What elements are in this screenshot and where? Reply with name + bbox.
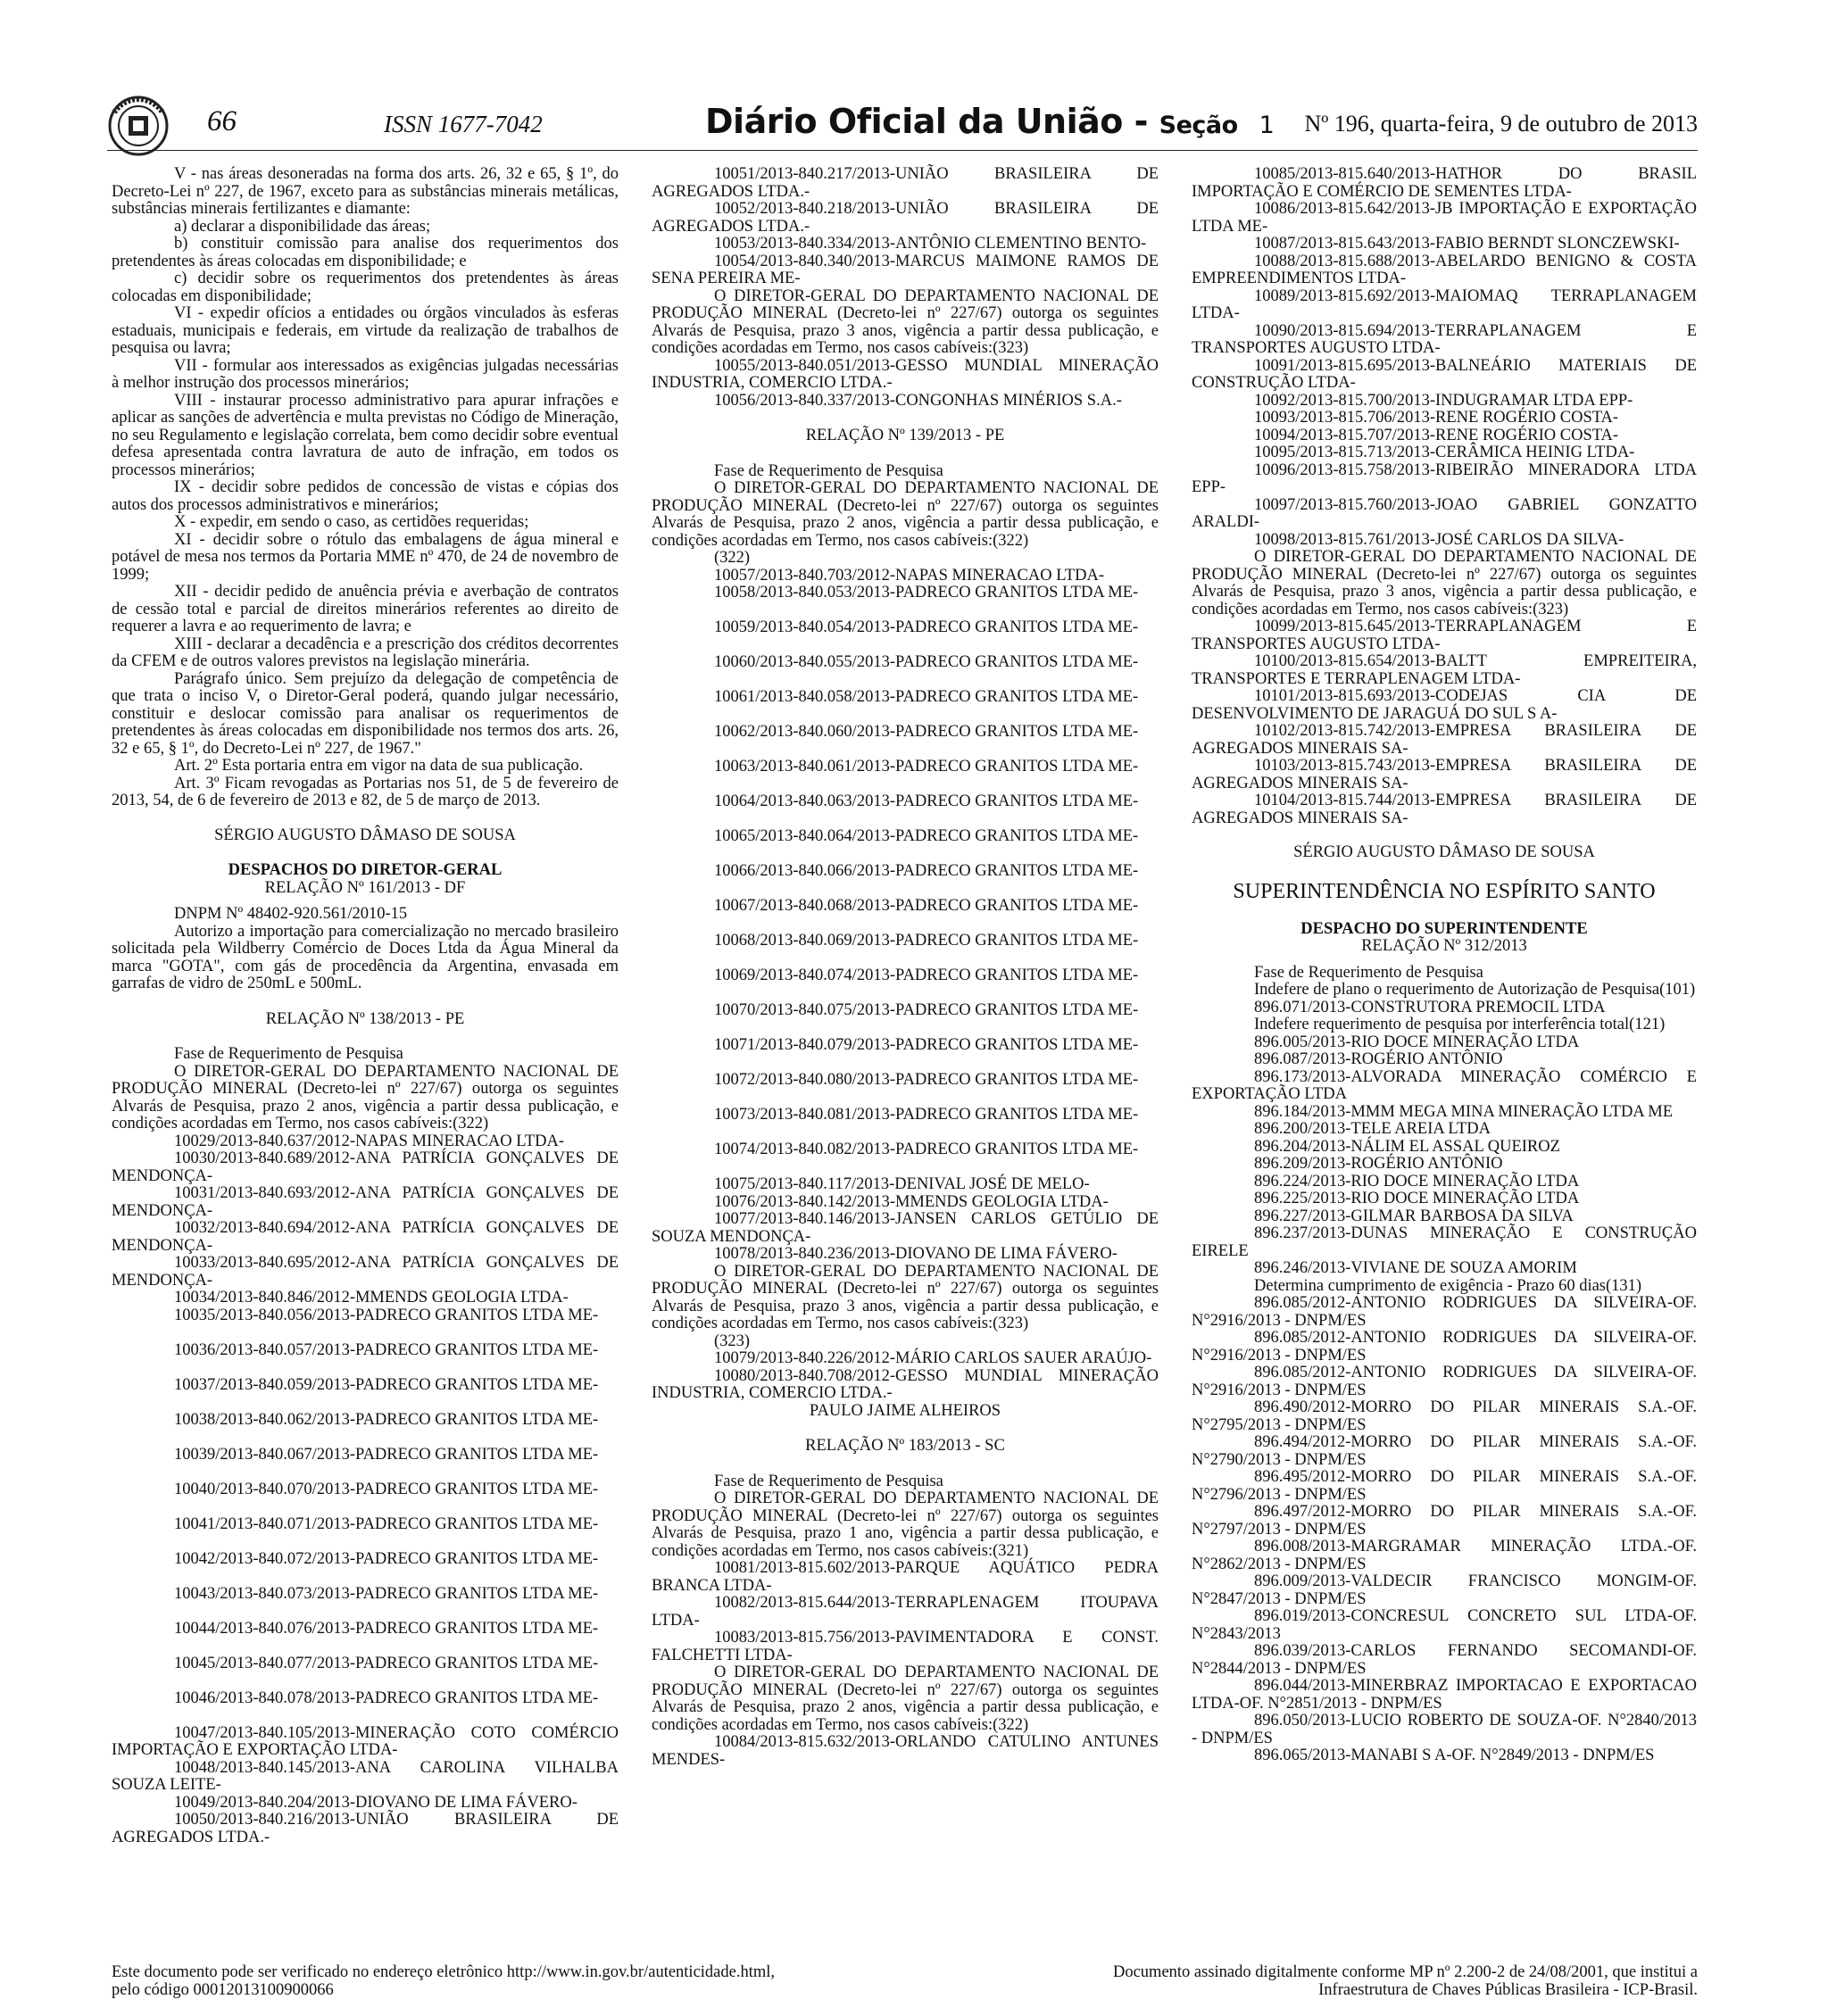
col2-paragraph: 10054/2013-840.340/2013-MARCUS MAIMONE RAMOS DE SENA PEREIRA ME- (652, 252, 1159, 287)
col1-paragraph: 10050/2013-840.216/2013-UNIÃO BRASILEIRA DE AGREGADOS LTDA.- (112, 1811, 619, 1846)
col1-paragraph: 10029/2013-840.637/2012-NAPAS MINERACAO LTDA- (174, 1132, 564, 1150)
col3-paragraph: 896.200/2013-TELE AREIA LTDA (1254, 1120, 1491, 1138)
col3-paragraph: 10098/2013-815.761/2013-JOSÉ CARLOS DA SILVA- (1254, 530, 1624, 549)
col1-paragraph: DESPACHOS DO DIRETOR-GERAL (228, 861, 503, 879)
signature-line-1: Documento assinado digitalmente conforme MP nº 2.200-2 de 24/08/2001, que institui a (1112, 1963, 1698, 1981)
col1-paragraph: 10030/2013-840.689/2012-ANA PATRÍCIA GONÇALVES DE MENDONÇA- (112, 1149, 619, 1185)
col3-paragraph: 10093/2013-815.706/2013-RENE ROGÉRIO COSTA- (1254, 409, 1619, 427)
col3-paragraph: 896.008/2013-MARGRAMAR MINERAÇÃO LTDA.-OF. N°2862/2013 - DNPM/ES (1192, 1538, 1697, 1573)
column-1 (112, 166, 619, 1846)
col2-paragraph: 10051/2013-840.217/2013-UNIÃO BRASILEIRA DE AGREGADOS LTDA.- (652, 165, 1159, 201)
col2-paragraph: 10057/2013-840.703/2012-NAPAS MINERACAO LTDA- (714, 566, 1104, 585)
col2-paragraph: Fase de Requerimento de Pesquisa (714, 1472, 943, 1490)
col3-paragraph: 896.087/2013-ROGÉRIO ANTÔNIO (1254, 1050, 1503, 1068)
col3-paragraph: 896.071/2013-CONSTRUTORA PREMOCIL LTDA (1254, 998, 1606, 1016)
col2-paragraph: 10076/2013-840.142/2013-MMENDS GEOLOGIA LTDA- (714, 1192, 1109, 1211)
col1-paragraph: X - expedir, em sendo o caso, as certidões requeridas; (174, 513, 529, 531)
col1-paragraph: 10043/2013-840.073/2013-PADRECO GRANITOS LTDA ME- (174, 1584, 599, 1603)
col2-paragraph: 10053/2013-840.334/2013-ANTÔNIO CLEMENTINO BENTO- (714, 235, 1147, 253)
col2-paragraph: (323) (714, 1332, 751, 1350)
col3-paragraph: 896.085/2012-ANTONIO RODRIGUES DA SILVEIRA-OF. N°2916/2013 - DNPM/ES (1192, 1364, 1697, 1399)
col1-paragraph: 10041/2013-840.071/2013-PADRECO GRANITOS LTDA ME- (174, 1514, 599, 1533)
col1-paragraph: XIII - declarar a decadência e a prescrição dos créditos decorrentes da CFEM e de outros valores previstos na legislação minerária. (112, 635, 619, 670)
col2-paragraph: 10075/2013-840.117/2013-DENIVAL JOSÉ DE MELO- (714, 1175, 1090, 1193)
col3-paragraph: 10092/2013-815.700/2013-INDUGRAMAR LTDA EPP- (1254, 391, 1633, 410)
col3-paragraph: 896.225/2013-RIO DOCE MINERAÇÃO LTDA (1254, 1190, 1580, 1207)
col1-paragraph: 10036/2013-840.057/2013-PADRECO GRANITOS LTDA ME- (174, 1340, 599, 1359)
col3-paragraph: Indefere requerimento de pesquisa por interferência total(121) (1254, 1016, 1666, 1033)
col1-paragraph: XII - decidir pedido de anuência prévia e averbação de contratos de cessão total e parcial de direitos minerários referentes ao direito de requerer a lavra e ao requerimento de lavra; e (112, 583, 619, 635)
col1-paragraph: Parágrafo único. Sem prejuízo da delegação de competência de que trata o inciso V, o Diretor-Geral poderá, quando julgar necessário, constituir e deslocar comissão para analisar os requerimentos de pretendentes às áreas colocadas em disponibilidade nos termos dos arts. 26, 32 e 65, § 1º, do Decreto-Lei nº 227, de 1967." (112, 669, 619, 758)
col2-paragraph: 10064/2013-840.063/2013-PADRECO GRANITOS LTDA ME- (714, 792, 1139, 810)
col2-paragraph: 10061/2013-840.058/2013-PADRECO GRANITOS LTDA ME- (714, 688, 1139, 706)
col3-paragraph: 896.173/2013-ALVORADA MINERAÇÃO COMÉRCIO E EXPORTAÇÃO LTDA (1192, 1067, 1697, 1103)
col2-paragraph: RELAÇÃO Nº 139/2013 - PE (805, 427, 1005, 444)
col3-paragraph: 10085/2013-815.640/2013-HATHOR DO BRASIL IMPORTAÇÃO E COMÉRCIO DE SEMENTES LTDA- (1192, 165, 1697, 201)
col2-paragraph: 10070/2013-840.075/2013-PADRECO GRANITOS LTDA ME- (714, 1001, 1139, 1019)
col3-paragraph: 896.209/2013-ROGÉRIO ANTÔNIO (1254, 1155, 1503, 1173)
col2-paragraph: 10060/2013-840.055/2013-PADRECO GRANITOS LTDA ME- (714, 653, 1139, 671)
col3-paragraph: 896.009/2013-VALDECIR FRANCISCO MONGIM-OF. N°2847/2013 - DNPM/ES (1192, 1572, 1697, 1608)
col3-paragraph: Fase de Requerimento de Pesquisa (1254, 963, 1483, 982)
col3-paragraph: 896.494/2012-MORRO DO PILAR MINERAIS S.A.-OF. N°2790/2013 - DNPM/ES (1192, 1433, 1697, 1469)
col2-paragraph: 10069/2013-840.074/2013-PADRECO GRANITOS LTDA ME- (714, 967, 1139, 984)
col2-paragraph: O DIRETOR-GERAL DO DEPARTAMENTO NACIONAL DE PRODUÇÃO MINERAL (Decreto-lei nº 227/67) outorga os seguintes Alvarás de Pesquisa, prazo 3 anos, vigência a partir dessa publicação, e condições acordadas em Termo, nos casos cabíveis:(323) (652, 1262, 1159, 1332)
page-number: 66 (207, 105, 237, 137)
col3-paragraph: 896.085/2012-ANTONIO RODRIGUES DA SILVEIRA-OF. N°2916/2013 - DNPM/ES (1192, 1294, 1697, 1330)
col1-paragraph: 10044/2013-840.076/2013-PADRECO GRANITOS LTDA ME- (174, 1619, 599, 1638)
col1-paragraph: VII - formular aos interessados as exigências julgadas necessárias à melhor instrução dos processos minerários; (112, 356, 619, 392)
col1-paragraph: 10040/2013-840.070/2013-PADRECO GRANITOS LTDA ME- (174, 1480, 599, 1498)
verification-code-line: pelo código 00012013100900066 (112, 1981, 334, 1999)
col1-paragraph: 10035/2013-840.056/2013-PADRECO GRANITOS LTDA ME- (174, 1306, 599, 1324)
col1-paragraph: IX - decidir sobre pedidos de concessão de vistas e cópias dos autos dos processos administrativos e minerários; (112, 478, 619, 514)
col1-paragraph: SÉRGIO AUGUSTO DÂMASO DE SOUSA (214, 825, 516, 844)
column-3 (1192, 166, 1697, 1765)
publication-name: Diário Oficial da União - (705, 102, 1148, 141)
col1-paragraph: Autorizo a importação para comercialização no mercado brasileiro solicitada pela Wildberry Comércio de Doces Ltda da Água Mineral da marca "GOTA", com gás de procedência da Argentina, envasada em garrafas de vidro de 250mL e 500mL. (112, 922, 619, 992)
col1-paragraph: a) declarar a disponibilidade das áreas; (174, 217, 431, 236)
col3-paragraph: 896.246/2013-VIVIANE DE SOUZA AMORIM (1254, 1259, 1577, 1277)
col3-paragraph: 896.044/2013-MINERBRAZ IMPORTACAO E EXPORTACAO LTDA-OF. N°2851/2013 - DNPM/ES (1192, 1677, 1697, 1713)
col3-paragraph: 10102/2013-815.742/2013-EMPRESA BRASILEIRA DE AGREGADOS MINERAIS SA- (1192, 722, 1697, 758)
col3-paragraph: 896.019/2013-CONCRESUL CONCRETO SUL LTDA-OF. N°2843/2013 (1192, 1607, 1697, 1643)
col3-paragraph: 896.039/2013-CARLOS FERNANDO SECOMANDI-OF. N°2844/2013 - DNPM/ES (1192, 1642, 1697, 1678)
col2-paragraph: Fase de Requerimento de Pesquisa (714, 461, 943, 480)
col3-paragraph: 10089/2013-815.692/2013-MAIOMAQ TERRAPLANAGEM LTDA- (1192, 286, 1697, 322)
col2-paragraph: 10056/2013-840.337/2013-CONGONHAS MINÉRIOS S.A.- (714, 391, 1122, 410)
col1-paragraph: 10045/2013-840.077/2013-PADRECO GRANITOS LTDA ME- (174, 1654, 599, 1672)
col2-paragraph: 10081/2013-815.602/2013-PARQUE AQUÁTICO PEDRA BRANCA LTDA- (652, 1559, 1159, 1595)
col1-paragraph: 10038/2013-840.062/2013-PADRECO GRANITOS LTDA ME- (174, 1410, 599, 1429)
issn: ISSN 1677-7042 (384, 111, 543, 137)
col1-paragraph: 10042/2013-840.072/2013-PADRECO GRANITOS LTDA ME- (174, 1549, 599, 1568)
col3-paragraph: 896.050/2013-LUCIO ROBERTO DE SOUZA-OF. N°2840/2013 - DNPM/ES (1192, 1712, 1697, 1747)
col3-paragraph: 896.224/2013-RIO DOCE MINERAÇÃO LTDA (1254, 1172, 1580, 1191)
col3-paragraph: RELAÇÃO Nº 312/2013 (1361, 937, 1527, 955)
col2-paragraph: RELAÇÃO Nº 183/2013 - SC (805, 1437, 1005, 1455)
col1-paragraph: 10039/2013-840.067/2013-PADRECO GRANITOS LTDA ME- (174, 1445, 599, 1464)
col1-paragraph: 10047/2013-840.105/2013-MINERAÇÃO COTO COMÉRCIO IMPORTAÇÃO E EXPORTAÇÃO LTDA- (112, 1723, 619, 1759)
col2-paragraph: 10062/2013-840.060/2013-PADRECO GRANITOS LTDA ME- (714, 723, 1139, 741)
col1-paragraph: V - nas áreas desoneradas na forma dos arts. 26, 32 e 65, § 1º, do Decreto-Lei nº 227, de 1967, exceto para as substâncias minerais metálicas, substâncias minerais fertilizantes e diamante: (112, 165, 619, 218)
col1-paragraph: 10033/2013-840.695/2012-ANA PATRÍCIA GONÇALVES DE MENDONÇA- (112, 1254, 619, 1290)
col1-paragraph: RELAÇÃO Nº 138/2013 - PE (265, 1009, 465, 1028)
col2-paragraph: 10078/2013-840.236/2013-DIOVANO DE LIMA FÁVERO- (714, 1245, 1118, 1263)
col3-paragraph: DESPACHO DO SUPERINTENDENTE (1300, 919, 1588, 938)
col2-paragraph: 10072/2013-840.080/2013-PADRECO GRANITOS LTDA ME- (714, 1071, 1139, 1089)
col2-paragraph: 10066/2013-840.066/2013-PADRECO GRANITOS LTDA ME- (714, 862, 1139, 880)
section-label: Seção (1159, 112, 1238, 139)
col1-paragraph: RELAÇÃO Nº 161/2013 - DF (264, 878, 466, 897)
col3-paragraph: 896.204/2013-NÁLIM EL ASSAL QUEIROZ (1254, 1137, 1560, 1156)
col3-paragraph: 10095/2013-815.713/2013-CERÂMICA HEINIG LTDA- (1254, 444, 1635, 461)
col3-paragraph: 896.495/2012-MORRO DO PILAR MINERAIS S.A.-OF. N°2796/2013 - DNPM/ES (1192, 1468, 1697, 1504)
col3-paragraph: 10090/2013-815.694/2013-TERRAPLANAGEM E TRANSPORTES AUGUSTO LTDA- (1192, 321, 1697, 357)
col2-paragraph: O DIRETOR-GERAL DO DEPARTAMENTO NACIONAL DE PRODUÇÃO MINERAL (Decreto-lei nº 227/67) outorga os seguintes Alvarás de Pesquisa, prazo 2 anos, vigência a partir dessa publicação, e condições acordadas em Termo, nos casos cabíveis:(322) (652, 479, 1159, 550)
col3-paragraph: 10103/2013-815.743/2013-EMPRESA BRASILEIRA DE AGREGADOS MINERAIS SA- (1192, 757, 1697, 792)
col2-paragraph: 10071/2013-840.079/2013-PADRECO GRANITOS LTDA ME- (714, 1036, 1139, 1054)
col3-paragraph: 896.065/2013-MANABI S A-OF. N°2849/2013 - DNPM/ES (1254, 1746, 1655, 1764)
col3-paragraph: 896.005/2013-RIO DOCE MINERAÇÃO LTDA (1254, 1033, 1580, 1051)
col3-paragraph: 896.497/2012-MORRO DO PILAR MINERAIS S.A.-OF. N°2797/2013 - DNPM/ES (1192, 1503, 1697, 1539)
col3-paragraph: Indefere de plano o requerimento de Autorização de Pesquisa(101) (1254, 981, 1696, 999)
publication-title (705, 102, 1274, 141)
col3-paragraph: 10099/2013-815.645/2013-TERRAPLANAGEM E TRANSPORTES AUGUSTO LTDA- (1192, 618, 1697, 653)
col1-paragraph: VI - expedir ofícios a entidades ou órgãos vinculados às esferas estaduais, municipais e federais, em virtude da realização de trabalhos de pesquisa ou lavra; (112, 304, 619, 357)
col1-paragraph: XI - decidir sobre o rótulo das embalagens de água mineral e potável de mesa nos termos da Portaria MME nº 470, de 24 de novembro de 1999; (112, 530, 619, 584)
col3-paragraph: O DIRETOR-GERAL DO DEPARTAMENTO NACIONAL DE PRODUÇÃO MINERAL (Decreto-lei nº 227/67) outorga os seguintes Alvarás de Pesquisa, prazo 3 anos, vigência a partir dessa publicação, e condições acordadas em Termo, nos casos cabíveis:(323) (1192, 548, 1697, 618)
section-number: 1 (1259, 112, 1275, 139)
col3-paragraph: 10094/2013-815.707/2013-RENE ROGÉRIO COSTA- (1254, 426, 1619, 444)
col2-paragraph: 10063/2013-840.061/2013-PADRECO GRANITOS LTDA ME- (714, 758, 1139, 776)
col1-paragraph: Fase de Requerimento de Pesquisa (174, 1045, 403, 1063)
col2-paragraph: (322) (714, 549, 751, 567)
col3-paragraph: Determina cumprimento de exigência - Prazo 60 dias(131) (1254, 1276, 1642, 1295)
col1-paragraph: 10048/2013-840.145/2013-ANA CAROLINA VILHALBA SOUZA LEITE- (112, 1758, 619, 1794)
col2-paragraph: 10052/2013-840.218/2013-UNIÃO BRASILEIRA DE AGREGADOS LTDA.- (652, 200, 1159, 236)
verification-note (112, 1963, 775, 1999)
col1-paragraph: b) constituir comissão para analise dos requerimentos dos pretendentes às áreas colocadas em disponibilidade; e (112, 235, 619, 270)
col3-paragraph: 10096/2013-815.758/2013-RIBEIRÃO MINERADORA LTDA EPP- (1192, 460, 1697, 496)
signature-line-2: Infraestrutura de Chaves Públicas Brasileira - ICP-Brasil. (1318, 1981, 1698, 1999)
col3-paragraph: 10086/2013-815.642/2013-JB IMPORTAÇÃO E EXPORTAÇÃO LTDA ME- (1192, 200, 1697, 236)
col3-paragraph: SUPERINTENDÊNCIA NO ESPÍRITO SANTO (1233, 879, 1656, 903)
col2-paragraph: 10055/2013-840.051/2013-GESSO MUNDIAL MINERAÇÃO INDUSTRIA, COMERCIO LTDA.- (652, 356, 1159, 392)
col1-paragraph: 10037/2013-840.059/2013-PADRECO GRANITOS LTDA ME- (174, 1375, 599, 1394)
col1-paragraph: 10032/2013-840.694/2012-ANA PATRÍCIA GONÇALVES DE MENDONÇA- (112, 1219, 619, 1255)
col2-paragraph: O DIRETOR-GERAL DO DEPARTAMENTO NACIONAL DE PRODUÇÃO MINERAL (Decreto-lei nº 227/67) outorga os seguintes Alvarás de Pesquisa, prazo 1 ano, vigência a partir dessa publicação, e condições acordadas em Termo, nos casos cabíveis:(321) (652, 1489, 1159, 1560)
col2-paragraph: 10065/2013-840.064/2013-PADRECO GRANITOS LTDA ME- (714, 827, 1139, 845)
col3-paragraph: 10101/2013-815.693/2013-CODEJAS CIA DE DESENVOLVIMENTO DE JARAGUÁ DO SUL S A- (1192, 687, 1697, 723)
col1-paragraph: 10049/2013-840.204/2013-DIOVANO DE LIMA FÁVERO- (174, 1793, 577, 1812)
col1-paragraph: VIII - instaurar processo administrativo para apurar infrações e aplicar as sanções de advertência e multa previstas no Código de Mineração, no seu Regulamento e legislação correlata, bem como decidir sobre eventual defesa apresentada contra lavratura de auto de infração, em todos os processos minerários; (112, 391, 619, 479)
col3-paragraph: 896.237/2013-DUNAS MINERAÇÃO E CONSTRUÇÃO EIRELE (1192, 1224, 1697, 1260)
col2-paragraph: 10073/2013-840.081/2013-PADRECO GRANITOS LTDA ME- (714, 1106, 1139, 1124)
col2-paragraph: 10080/2013-840.708/2012-GESSO MUNDIAL MINERAÇÃO INDUSTRIA, COMERCIO LTDA.- (652, 1366, 1159, 1402)
header-rule (107, 150, 1698, 151)
col1-paragraph: O DIRETOR-GERAL DO DEPARTAMENTO NACIONAL DE PRODUÇÃO MINERAL (Decreto-lei nº 227/67) outorga os seguintes Alvarás de Pesquisa, prazo 2 anos, vigência a partir dessa publicação, e condições acordadas em Termo, nos casos cabíveis:(322) (112, 1062, 619, 1132)
col3-paragraph: 10088/2013-815.688/2013-ABELARDO BENIGNO & COSTA EMPREENDIMENTOS LTDA- (1192, 252, 1697, 287)
col3-paragraph: 896.490/2012-MORRO DO PILAR MINERAIS S.A.-OF. N°2795/2013 - DNPM/ES (1192, 1398, 1697, 1434)
col2-paragraph: 10083/2013-815.756/2013-PAVIMENTADORA E CONST. FALCHETTI LTDA- (652, 1629, 1159, 1664)
col2-paragraph: 10059/2013-840.054/2013-PADRECO GRANITOS LTDA ME- (714, 618, 1139, 636)
page-header (107, 102, 1698, 159)
issue-info: Nº 196, quarta-feira, 9 de outubro de 2013 (1304, 111, 1698, 137)
col3-paragraph: 10100/2013-815.654/2013-BALTT EMPREITEIRA, TRANSPORTES E TERRAPLENAGEM LTDA- (1192, 652, 1697, 688)
col2-paragraph: PAULO JAIME ALHEIROS (809, 1401, 1001, 1420)
col2-paragraph: 10079/2013-840.226/2012-MÁRIO CARLOS SAUER ARAÚJO- (714, 1349, 1152, 1367)
col1-paragraph: DNPM Nº 48402-920.561/2010-15 (174, 905, 408, 923)
imprensa-nacional-seal-icon (107, 95, 170, 157)
col3-paragraph: 10104/2013-815.744/2013-EMPRESA BRASILEIRA DE AGREGADOS MINERAIS SA- (1192, 792, 1697, 827)
col2-paragraph: 10082/2013-815.644/2013-TERRAPLENAGEM ITOUPAVA LTDA- (652, 1594, 1159, 1630)
col2-paragraph: O DIRETOR-GERAL DO DEPARTAMENTO NACIONAL DE PRODUÇÃO MINERAL (Decreto-lei nº 227/67) outorga os seguintes Alvarás de Pesquisa, prazo 2 anos, vigência a partir dessa publicação, e condições acordadas em Termo, nos casos cabíveis:(322) (652, 1663, 1159, 1734)
col1-paragraph: Art. 2º Esta portaria entra em vigor na data de sua publicação. (174, 757, 584, 775)
col1-paragraph: 10046/2013-840.078/2013-PADRECO GRANITOS LTDA ME- (174, 1688, 599, 1707)
col3-paragraph: 10091/2013-815.695/2013-BALNEÁRIO MATERIAIS DE CONSTRUÇÃO LTDA- (1192, 356, 1697, 392)
col1-paragraph: Art. 3º Ficam revogadas as Portarias nos 51, de 5 de fevereiro de 2013, 54, de 6 de fevereiro de 2013 e 82, de 5 de março de 2013. (112, 774, 619, 809)
col2-paragraph: 10074/2013-840.082/2013-PADRECO GRANITOS LTDA ME- (714, 1141, 1139, 1158)
col3-paragraph: 896.227/2013-GILMAR BARBOSA DA SILVA (1254, 1207, 1574, 1225)
col3-paragraph: 10097/2013-815.760/2013-JOAO GABRIEL GONZATTO ARALDI- (1192, 495, 1697, 531)
col3-paragraph: SÉRGIO AUGUSTO DÂMASO DE SOUSA (1293, 843, 1595, 861)
col2-paragraph: 10068/2013-840.069/2013-PADRECO GRANITOS LTDA ME- (714, 932, 1139, 950)
col3-paragraph: 10087/2013-815.643/2013-FABIO BERNDT SLONCZEWSKI- (1254, 235, 1680, 253)
col3-paragraph: 896.085/2012-ANTONIO RODRIGUES DA SILVEIRA-OF. N°2916/2013 - DNPM/ES (1192, 1329, 1697, 1365)
col2-paragraph: 10084/2013-815.632/2013-ORLANDO CATULINO ANTUNES MENDES- (652, 1733, 1159, 1769)
col2-paragraph: 10067/2013-840.068/2013-PADRECO GRANITOS LTDA ME- (714, 897, 1139, 915)
col1-paragraph: c) decidir sobre os requerimentos dos pretendentes às áreas colocadas em disponibilidade; (112, 270, 619, 305)
col2-paragraph: 10077/2013-840.146/2013-JANSEN CARLOS GETÚLIO DE SOUZA MENDONÇA- (652, 1210, 1159, 1246)
col2-paragraph: O DIRETOR-GERAL DO DEPARTAMENTO NACIONAL DE PRODUÇÃO MINERAL (Decreto-lei nº 227/67) outorga os seguintes Alvarás de Pesquisa, prazo 3 anos, vigência a partir dessa publicação, e condições acordadas em Termo, nos casos cabíveis:(323) (652, 286, 1159, 357)
col3-paragraph: 896.184/2013-MMM MEGA MINA MINERAÇÃO LTDA ME (1254, 1102, 1674, 1121)
col2-paragraph: 10058/2013-840.053/2013-PADRECO GRANITOS LTDA ME- (714, 584, 1139, 601)
col1-paragraph: 10034/2013-840.846/2012-MMENDS GEOLOGIA LTDA- (174, 1289, 569, 1307)
column-2 (652, 166, 1159, 1769)
verification-url-line: Este documento pode ser verificado no endereço eletrônico http://www.in.gov.br/autenticidade.html, (112, 1963, 776, 1981)
col1-paragraph: 10031/2013-840.693/2012-ANA PATRÍCIA GONÇALVES DE MENDONÇA- (112, 1184, 619, 1220)
signature-note (1113, 1963, 1698, 1999)
